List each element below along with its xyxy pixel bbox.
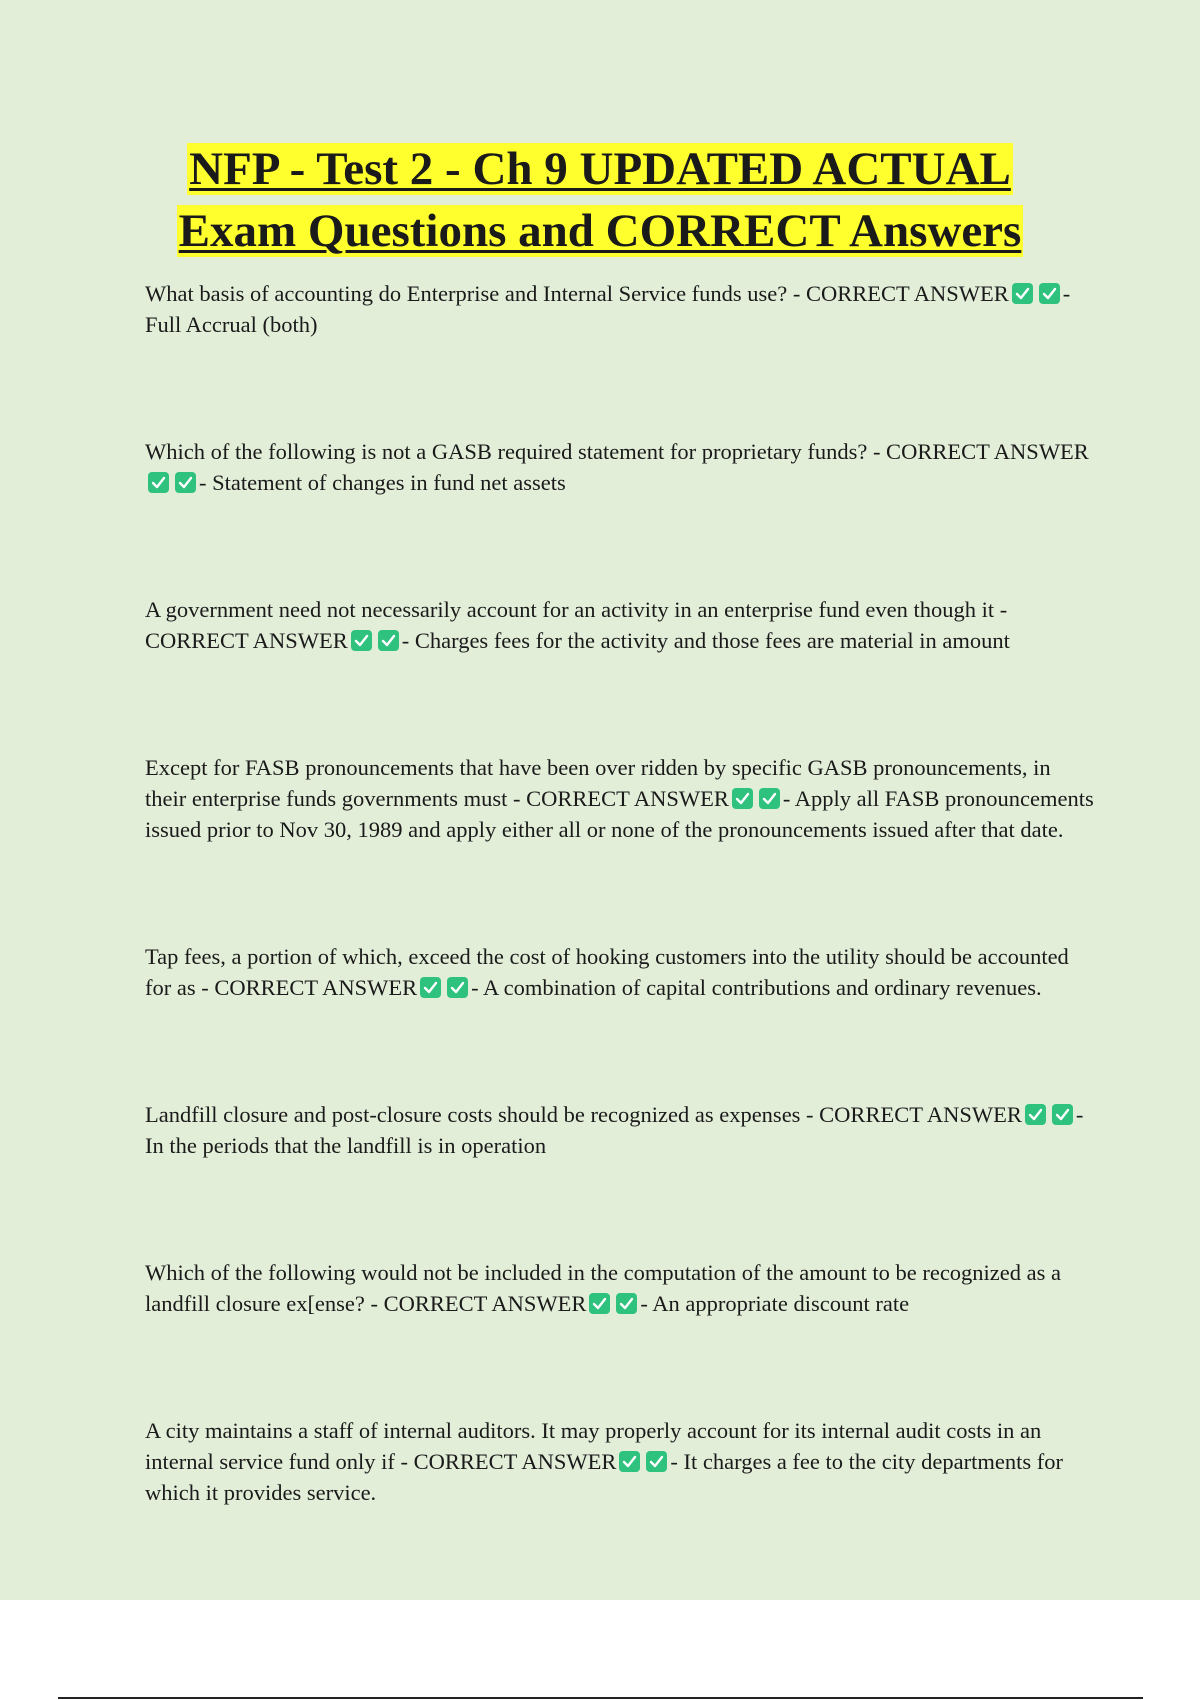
check-box-icon bbox=[351, 630, 372, 651]
check-box-icon bbox=[589, 1293, 610, 1314]
qa-item bbox=[145, 278, 1095, 340]
question-text: Which of the following is not a GASB required statement for proprietary funds? - CORRECT ANSWER bbox=[145, 439, 1089, 464]
title-line-1: NFP - Test 2 - Ch 9 UPDATED ACTUAL bbox=[189, 143, 1011, 195]
answer-text: - A combination of capital contributions and ordinary revenues. bbox=[471, 975, 1042, 1000]
qa-item bbox=[145, 1257, 1095, 1319]
qa-list bbox=[145, 278, 1095, 1604]
check-box-icon bbox=[1025, 1104, 1046, 1125]
question-text: A city maintains a staff of internal auditors. It may properly account for its internal audit costs in an internal service fund only if - CORRECT ANSWER bbox=[145, 1418, 1042, 1474]
answer-text: - An appropriate discount rate bbox=[640, 1291, 910, 1316]
check-box-icon bbox=[619, 1451, 640, 1472]
answer-text: - Statement of changes in fund net assets bbox=[199, 470, 566, 495]
question-text: Which of the following would not be included in the computation of the amount to be recognized as a landfill closure ex[ense? - CORRECT ANSWER bbox=[145, 1260, 1062, 1316]
question-text: A government need not necessarily account for an activity in an enterprise fund even though it - CORRECT ANSWER bbox=[145, 597, 1008, 653]
qa-item bbox=[145, 1415, 1095, 1508]
footer-divider bbox=[58, 1697, 1143, 1699]
title-line-2: Exam Questions and CORRECT Answers bbox=[178, 205, 1022, 257]
check-box-icon bbox=[759, 788, 780, 809]
check-box-icon bbox=[420, 977, 441, 998]
answer-text: - Charges fees for the activity and those fees are material in amount bbox=[401, 628, 1010, 653]
qa-item bbox=[145, 594, 1095, 656]
question-text: Except for FASB pronouncements that have been over ridden by specific GASB pronouncements, in their enterprise funds governments must - CORRECT ANSWER bbox=[145, 755, 1051, 811]
check-box-icon bbox=[646, 1451, 667, 1472]
question-text: Landfill closure and post-closure costs should be recognized as expenses - CORRECT ANSWER bbox=[145, 1102, 1022, 1127]
qa-item bbox=[145, 436, 1095, 498]
check-box-icon bbox=[1052, 1104, 1073, 1125]
answer-text: - It charges a fee to the city departments for which it provides service. bbox=[145, 1449, 1063, 1505]
check-box-icon bbox=[378, 630, 399, 651]
answer-text: - Full Accrual (both) bbox=[145, 281, 1071, 337]
check-box-icon bbox=[175, 472, 196, 493]
answer-text: - Apply all FASB pronouncements issued prior to Nov 30, 1989 and apply either all or none of the pronouncements issued after that date. bbox=[145, 786, 1094, 842]
check-box-icon bbox=[447, 977, 468, 998]
question-text: What basis of accounting do Enterprise and Internal Service funds use? - CORRECT ANSWER bbox=[145, 281, 1009, 306]
check-box-icon bbox=[732, 788, 753, 809]
qa-item bbox=[145, 1099, 1095, 1161]
qa-item bbox=[145, 941, 1095, 1003]
answer-text: - In the periods that the landfill is in operation bbox=[145, 1102, 1084, 1158]
qa-item bbox=[145, 752, 1095, 845]
check-box-icon bbox=[616, 1293, 637, 1314]
check-box-icon bbox=[1012, 283, 1033, 304]
document-title bbox=[0, 138, 1200, 262]
question-text: Tap fees, a portion of which, exceed the cost of hooking customers into the utility should be accounted for as - CORRECT ANSWER bbox=[145, 944, 1069, 1000]
check-box-icon bbox=[1039, 283, 1060, 304]
check-box-icon bbox=[148, 472, 169, 493]
